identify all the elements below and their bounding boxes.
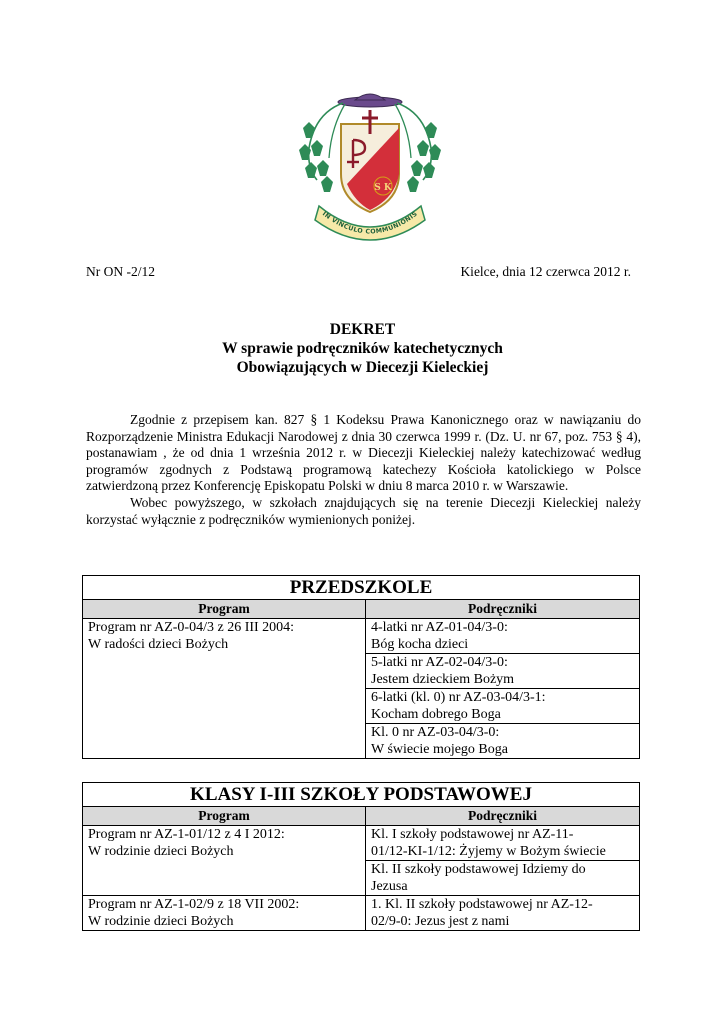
book-line: W świecie mojego Boga	[371, 742, 508, 757]
book-line: 6-latki (kl. 0) nr AZ-03-04/3-1:	[371, 690, 546, 705]
book-line: Bóg kocha dzieci	[371, 637, 469, 652]
program-line: Program nr AZ-0-04/3 z 26 III 2004:	[88, 620, 295, 635]
book-cell	[366, 826, 640, 861]
book-line: 01/12-KI-1/12: Żyjemy w Bożym świecie	[371, 844, 606, 859]
book-line: Kl. I szkoły podstawowej nr AZ-11-	[371, 827, 574, 842]
column-header-program: Program	[83, 807, 366, 826]
program-line: Program nr AZ-1-02/9 z 18 VII 2002:	[88, 897, 300, 912]
przedszkole-table	[82, 575, 640, 759]
book-line: 5-latki nr AZ-02-04/3-0:	[371, 655, 508, 670]
crest-initials: S K	[374, 183, 392, 193]
title-line-1: DEKRET	[329, 321, 396, 338]
column-header-program: Program	[83, 600, 366, 619]
body-paragraph-2: Wobec powyższego, w szkołach znajdujących się na terenie Diecezji Kieleckiej należy korzystać wyłącznie z podręczników wymienionych poniżej.	[86, 494, 641, 527]
book-cell	[366, 619, 640, 654]
book-line: 4-latki nr AZ-01-04/3-0:	[371, 620, 508, 635]
klasy-table	[82, 782, 640, 931]
decree-title	[0, 320, 725, 377]
document-number: Nr ON -2/12	[86, 264, 155, 279]
program-cell	[83, 826, 366, 896]
crest-motto: IN VINCULO COMMUNIONIS	[320, 210, 420, 236]
section-heading: KLASY I-III SZKOŁY PODSTAWOWEJ	[83, 783, 640, 807]
book-line: Kocham dobrego Boga	[371, 707, 501, 722]
program-cell	[83, 896, 366, 931]
book-line: 02/9-0: Jezus jest z nami	[371, 914, 510, 929]
program-line: W radości dzieci Bożych	[88, 637, 229, 652]
book-cell	[366, 724, 640, 759]
decree-body	[86, 412, 641, 528]
column-header-books: Podręczniki	[366, 807, 640, 826]
section-heading: PRZEDSZKOLE	[83, 576, 640, 600]
book-line: Jestem dzieckiem Bożym	[371, 672, 515, 687]
place-and-date: Kielce, dnia 12 czerwca 2012 r.	[460, 264, 631, 279]
book-cell	[366, 861, 640, 896]
book-cell	[366, 689, 640, 724]
book-line: Jezusa	[371, 879, 408, 894]
book-line: Kl. 0 nr AZ-03-04/3-0:	[371, 725, 500, 740]
book-cell	[366, 654, 640, 689]
book-cell	[366, 896, 640, 931]
body-paragraph-1: Zgodnie z przepisem kan. 827 § 1 Kodeksu Prawa Kanonicznego oraz w nawiązaniu do Rozporządzenie Ministra Edukacji Narodowej z dnia 30 czerwca 1999 r. (Dz. U. nr 67, poz. 753 § 4), postanawiam , że od dnia 1 września 2012 r. w Diecezji Kieleckiej należy katechizować według programów zgodnych z Podstawą programową katechezy Kościoła katolickiego w Polsce zatwierdzoną przez Konferencję Episkopatu Polski w dniu 8 marca 2010 r. w Warszawie.	[86, 412, 641, 494]
book-line: 1. Kl. II szkoły podstawowej nr AZ-12-	[371, 897, 593, 912]
title-line-3: Obowiązujących w Diecezji Kieleckiej	[236, 359, 489, 376]
program-line: W rodzinie dzieci Bożych	[88, 844, 234, 859]
program-line: W rodzinie dzieci Bożych	[88, 914, 234, 929]
title-line-2: W sprawie podręczników katechetycznych	[222, 340, 503, 357]
column-header-books: Podręczniki	[366, 600, 640, 619]
book-line: Kl. II szkoły podstawowej Idziemy do	[371, 862, 586, 877]
bishop-coat-of-arms	[295, 88, 445, 248]
program-cell	[83, 619, 366, 759]
program-line: Program nr AZ-1-01/12 z 4 I 2012:	[88, 827, 285, 842]
